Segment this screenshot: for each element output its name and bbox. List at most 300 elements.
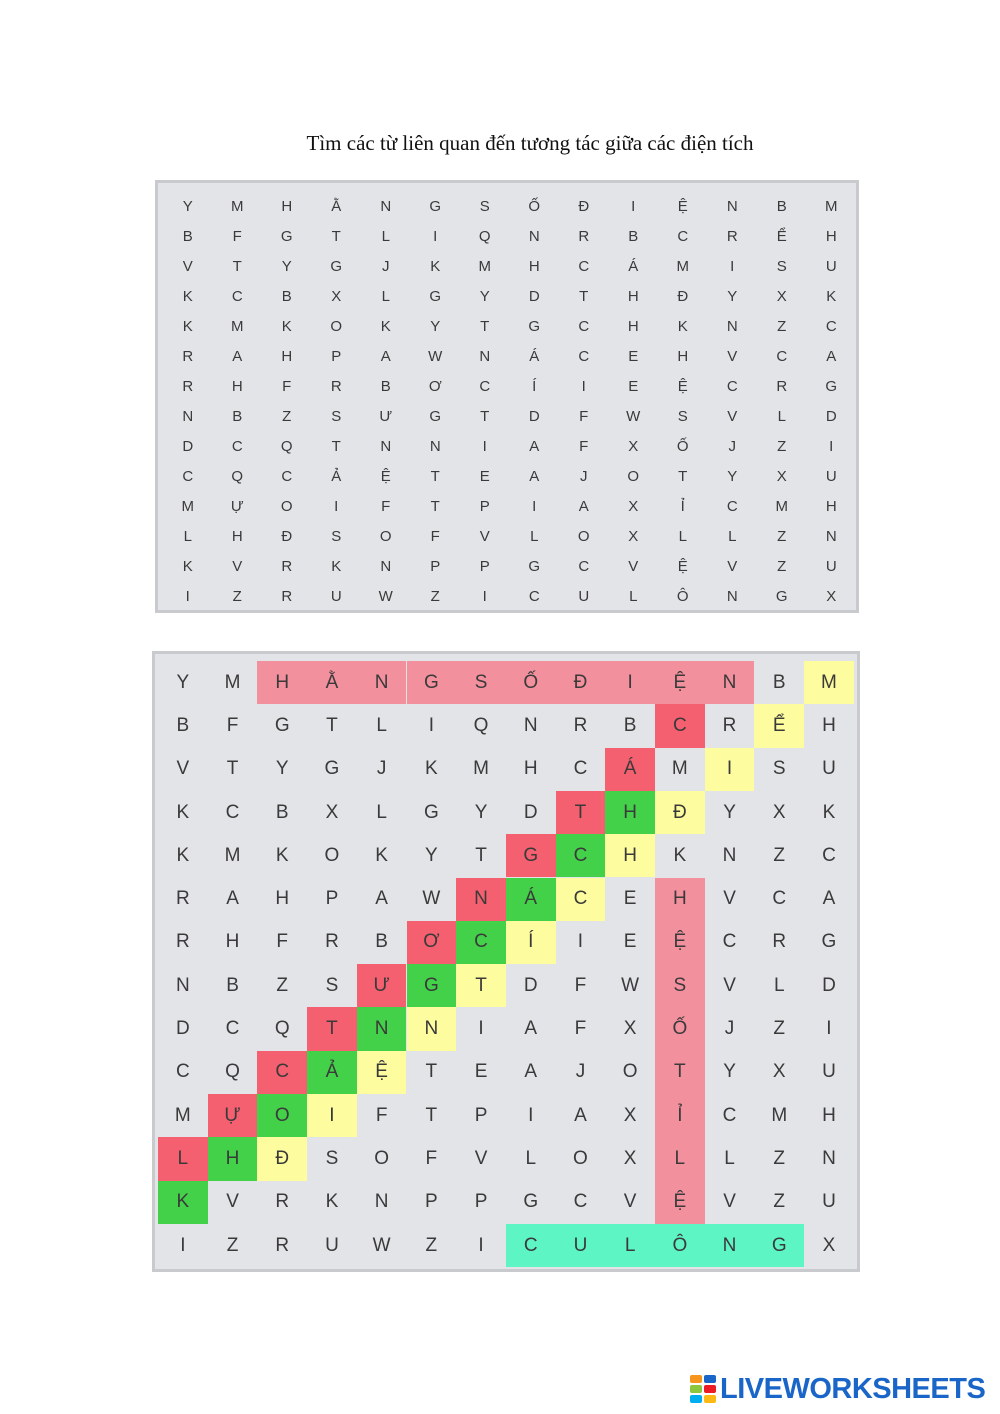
letter-cell: U — [825, 557, 837, 575]
letter-cell: Ằ — [331, 197, 342, 215]
letter-cell: G — [330, 257, 343, 275]
letter-cell: I — [482, 587, 487, 605]
letter-cell: P — [331, 347, 342, 365]
letter-cell: Ể — [754, 704, 804, 747]
letter-cell: C — [726, 497, 738, 515]
letter-cell: W — [621, 974, 640, 996]
letter-cell: Ằ — [307, 661, 357, 704]
letter-cell: U — [330, 587, 342, 605]
letter-cell: L — [530, 527, 539, 545]
letter-cell: U — [556, 1224, 606, 1267]
letter-cell: Z — [777, 527, 787, 545]
letter-cell: C — [182, 467, 194, 485]
letter-cell: X — [623, 1104, 637, 1126]
letter-cell: K — [425, 758, 438, 780]
letter-cell: H — [605, 791, 655, 834]
letter-cell: N — [175, 974, 190, 996]
letter-cell: Á — [628, 257, 639, 275]
letter-cell: E — [623, 888, 637, 910]
letter-cell: R — [175, 931, 190, 953]
letter-cell: S — [776, 257, 787, 275]
letter-cell: D — [175, 1018, 190, 1040]
logo-mark-icon — [690, 1375, 716, 1403]
letter-cell: N — [182, 407, 194, 425]
letter-cell: T — [430, 467, 440, 485]
letter-cell: V — [182, 257, 193, 275]
letter-cell: V — [723, 974, 736, 996]
letter-cell: Z — [777, 317, 787, 335]
letter-cell: Q — [478, 227, 491, 245]
letter-cell: O — [573, 1147, 588, 1169]
letter-cell: Z — [777, 437, 787, 455]
letter-cell: C — [225, 1018, 240, 1040]
letter-cell: Q — [231, 467, 244, 485]
letter-cell: C — [225, 801, 240, 823]
letter-cell: I — [532, 497, 537, 515]
letter-cell: Ệ — [677, 557, 688, 575]
letter-cell: M — [478, 257, 491, 275]
letter-cell: M — [771, 1104, 788, 1126]
letter-cell: H — [605, 834, 655, 877]
letter-cell: L — [655, 1137, 705, 1180]
letter-cell: C — [825, 317, 837, 335]
letter-cell: A — [524, 1061, 538, 1083]
letter-cell: Y — [727, 467, 738, 485]
letter-cell: M — [804, 661, 854, 704]
letter-cell: M — [676, 257, 689, 275]
letter-cell: A — [574, 1104, 587, 1126]
letter-cell: G — [407, 661, 457, 704]
letter-cell: B — [776, 197, 787, 215]
letter-cell: S — [772, 758, 786, 780]
letter-cell: Í — [532, 377, 537, 395]
letter-cell: Ả — [331, 467, 342, 485]
letter-cell: Z — [773, 1147, 786, 1169]
letter-cell: G — [324, 758, 340, 780]
letter-cell: I — [577, 931, 584, 953]
letter-cell: G — [506, 834, 556, 877]
letter-cell: M — [671, 758, 688, 780]
letter-cell: Z — [276, 974, 289, 996]
letter-cell: N — [357, 661, 407, 704]
letter-cell: A — [232, 347, 243, 365]
letter-cell: Ơ — [428, 377, 442, 395]
letter-cell: G — [528, 317, 541, 335]
letter-cell: I — [478, 1018, 484, 1040]
letter-cell: H — [528, 257, 540, 275]
letter-cell: F — [574, 974, 587, 996]
letter-cell: N — [726, 197, 738, 215]
letter-cell: C — [578, 317, 590, 335]
letter-cell: R — [281, 557, 293, 575]
letter-cell: A — [524, 1018, 538, 1040]
letter-cell: U — [822, 1061, 836, 1083]
letter-cell: I — [482, 437, 487, 455]
letter-cell: Y — [182, 197, 193, 215]
letter-cell: C — [231, 287, 243, 305]
letter-cell: X — [628, 437, 639, 455]
letter-cell: F — [276, 931, 289, 953]
letter-cell: H — [825, 227, 837, 245]
letter-cell: E — [479, 467, 490, 485]
letter-cell: Ố — [506, 661, 556, 704]
letter-cell: Q — [473, 714, 489, 736]
letter-cell: L — [678, 527, 687, 545]
letter-cell: U — [325, 1234, 339, 1256]
letter-cell: Ệ — [655, 1181, 705, 1224]
letter-cell: V — [226, 1191, 239, 1213]
letter-cell: F — [579, 437, 589, 455]
letter-cell: Á — [605, 748, 655, 791]
letter-cell: Ệ — [677, 377, 688, 395]
letter-cell: L — [376, 714, 387, 736]
letter-cell: X — [776, 287, 787, 305]
letter-cell: Y — [727, 287, 738, 305]
letter-cell: H — [275, 888, 290, 910]
letter-cell: I — [334, 497, 339, 515]
letter-cell: B — [176, 714, 190, 736]
letter-cell: T — [331, 227, 341, 245]
letter-cell: T — [456, 964, 506, 1007]
letter-cell: B — [628, 227, 639, 245]
letter-cell: W — [626, 407, 641, 425]
letter-cell: N — [380, 197, 392, 215]
letter-cell: F — [232, 227, 242, 245]
letter-cell: G — [754, 1224, 804, 1267]
letter-cell: D — [182, 437, 194, 455]
letter-cell: R — [275, 1191, 290, 1213]
letter-cell: Ể — [776, 227, 787, 245]
letter-cell: C — [578, 257, 590, 275]
letter-cell: C — [655, 704, 705, 747]
letter-cell: C — [456, 921, 506, 964]
letter-cell: L — [728, 527, 737, 545]
letter-cell: K — [380, 317, 391, 335]
letter-cell: S — [677, 407, 688, 425]
letter-cell: G — [821, 931, 837, 953]
word-search-grid-unsolved — [155, 180, 859, 613]
letter-cell: I — [478, 1234, 484, 1256]
letter-cell: N — [705, 661, 755, 704]
letter-cell: Ố — [528, 197, 541, 215]
letter-cell: B — [623, 714, 637, 736]
letter-cell: Ự — [208, 1094, 258, 1137]
letter-cell: Y — [425, 844, 438, 866]
letter-cell: C — [528, 587, 540, 605]
letter-cell: Đ — [578, 197, 590, 215]
letter-cell: R — [578, 227, 590, 245]
letter-cell: C — [822, 844, 836, 866]
letter-cell: G — [423, 801, 439, 823]
letter-cell: R — [776, 377, 788, 395]
letter-cell: G — [429, 287, 442, 305]
letter-cell: T — [480, 317, 490, 335]
letter-cell: H — [677, 347, 689, 365]
letter-cell: D — [523, 974, 538, 996]
letter-cell: G — [280, 227, 293, 245]
letter-cell: Á — [529, 347, 540, 365]
letter-cell: P — [325, 888, 339, 910]
letter-cell: X — [628, 497, 639, 515]
letter-cell: D — [822, 974, 836, 996]
letter-cell: R — [722, 714, 737, 736]
letter-cell: N — [705, 1224, 755, 1267]
letter-cell: I — [433, 227, 438, 245]
letter-cell: T — [425, 1061, 438, 1083]
letter-cell: L — [724, 1147, 735, 1169]
letter-cell: Z — [430, 587, 440, 605]
letter-cell: Q — [280, 437, 293, 455]
letter-cell: C — [281, 467, 293, 485]
letter-cell: C — [479, 377, 491, 395]
letter-cell: M — [224, 844, 241, 866]
letter-cell: K — [677, 317, 688, 335]
letter-cell: T — [331, 437, 341, 455]
letter-cell: V — [723, 1191, 736, 1213]
letter-cell: X — [331, 287, 342, 305]
letter-cell: H — [281, 197, 293, 215]
letter-cell: M — [224, 671, 241, 693]
letter-cell: H — [627, 287, 639, 305]
letter-cell: S — [655, 964, 705, 1007]
letter-cell: N — [479, 347, 491, 365]
letter-cell: B — [275, 801, 289, 823]
letter-cell: X — [628, 527, 639, 545]
letter-cell: A — [226, 888, 239, 910]
letter-cell: J — [376, 758, 387, 780]
letter-cell: I — [829, 437, 834, 455]
letter-cell: B — [226, 974, 239, 996]
letter-cell: K — [430, 257, 441, 275]
letter-cell: W — [422, 888, 441, 910]
letter-cell: T — [579, 287, 589, 305]
letter-cell: K — [182, 557, 193, 575]
letter-cell: T — [226, 758, 239, 780]
letter-cell: Z — [773, 844, 786, 866]
letter-cell: L — [773, 974, 785, 996]
logo-text: LIVEWORKSHEETS — [720, 1372, 986, 1405]
letter-cell: R — [182, 377, 194, 395]
letter-cell: H — [231, 527, 243, 545]
letter-cell: M — [775, 497, 788, 515]
letter-cell: Ỉ — [655, 1094, 705, 1137]
letter-cell: F — [579, 407, 589, 425]
letter-cell: X — [623, 1018, 637, 1040]
letter-cell: K — [826, 287, 837, 305]
letter-cell: W — [428, 347, 443, 365]
letter-cell: L — [183, 527, 192, 545]
letter-cell: O — [627, 467, 640, 485]
letter-cell: N — [380, 557, 392, 575]
letter-cell: Q — [225, 1061, 240, 1083]
letter-cell: T — [307, 1007, 357, 1050]
letter-cell: M — [181, 497, 194, 515]
letter-cell: L — [158, 1137, 208, 1180]
letter-cell: S — [325, 974, 339, 996]
letter-cell: O — [280, 497, 293, 515]
letter-cell: Đ — [655, 791, 705, 834]
letter-cell: G — [429, 197, 442, 215]
letter-cell: T — [655, 1051, 705, 1094]
letter-cell: V — [176, 758, 190, 780]
letter-cell: Á — [506, 878, 556, 921]
letter-cell: L — [777, 407, 786, 425]
letter-cell: K — [375, 844, 388, 866]
letter-cell: R — [772, 931, 787, 953]
letter-cell: N — [407, 1007, 457, 1050]
letter-cell: T — [430, 497, 440, 515]
letter-cell: I — [705, 748, 755, 791]
letter-cell: D — [528, 287, 540, 305]
letter-cell: T — [425, 1104, 438, 1126]
letter-cell: X — [826, 587, 837, 605]
letter-cell: Y — [281, 257, 292, 275]
letter-cell: V — [479, 527, 490, 545]
letter-cell: H — [655, 878, 705, 921]
letter-cell: C — [578, 557, 590, 575]
letter-cell: N — [429, 437, 441, 455]
letter-cell: W — [372, 1234, 391, 1256]
letter-cell: Đ — [677, 287, 689, 305]
letter-cell: F — [375, 1104, 388, 1126]
letter-cell: V — [727, 347, 738, 365]
letter-cell: Z — [773, 1018, 786, 1040]
letter-cell: H — [523, 758, 538, 780]
letter-cell: Ố — [655, 1007, 705, 1050]
letter-cell: Í — [506, 921, 556, 964]
letter-cell: Y — [723, 1061, 736, 1083]
letter-cell: V — [474, 1147, 488, 1169]
letter-cell: E — [628, 377, 639, 395]
letter-cell: U — [825, 467, 837, 485]
letter-cell: R — [281, 587, 293, 605]
letter-cell: F — [574, 1018, 587, 1040]
letter-cell: F — [430, 527, 440, 545]
letter-cell: G — [775, 587, 788, 605]
letter-cell: P — [430, 557, 441, 575]
letter-cell: K — [176, 844, 190, 866]
letter-cell: C — [573, 758, 588, 780]
letter-cell: V — [727, 407, 738, 425]
letter-cell: L — [381, 287, 390, 305]
letter-cell: X — [325, 801, 339, 823]
letter-cell: N — [528, 227, 540, 245]
letter-cell: C — [573, 1191, 588, 1213]
letter-cell: N — [822, 1147, 836, 1169]
letter-cell: L — [381, 227, 390, 245]
letter-cell: J — [728, 437, 736, 455]
letter-cell: O — [257, 1094, 307, 1137]
letter-cell: V — [727, 557, 738, 575]
letter-cell: R — [726, 227, 738, 245]
letter-cell: I — [428, 714, 434, 736]
letter-cell: D — [528, 407, 540, 425]
letter-cell: V — [723, 888, 736, 910]
letter-cell: K — [822, 801, 836, 823]
letter-cell: J — [724, 1018, 735, 1040]
letter-cell: O — [379, 527, 392, 545]
letter-cell: K — [158, 1181, 208, 1224]
letter-cell: Ư — [379, 407, 393, 425]
letter-cell: T — [475, 844, 487, 866]
letter-cell: C — [556, 878, 606, 921]
letter-cell: J — [382, 257, 390, 275]
letter-cell: R — [330, 377, 342, 395]
letter-cell: A — [529, 437, 540, 455]
letter-cell: Y — [275, 758, 289, 780]
letter-cell: Ệ — [677, 197, 688, 215]
letter-cell: B — [772, 671, 786, 693]
letter-cell: H — [208, 1137, 258, 1180]
letter-cell: P — [425, 1191, 438, 1213]
liveworksheets-logo — [690, 1372, 985, 1406]
letter-cell: H — [225, 931, 240, 953]
letter-cell: C — [231, 437, 243, 455]
letter-cell: M — [473, 758, 489, 780]
letter-cell: U — [822, 1191, 836, 1213]
letter-cell: D — [825, 407, 837, 425]
letter-cell: B — [375, 931, 388, 953]
letter-cell: G — [274, 714, 290, 736]
letter-cell: H — [825, 497, 837, 515]
letter-cell: H — [822, 714, 836, 736]
letter-cell: E — [474, 1061, 488, 1083]
letter-cell: N — [380, 437, 392, 455]
letter-cell: R — [175, 888, 190, 910]
letter-cell: P — [479, 497, 490, 515]
letter-cell: H — [822, 1104, 836, 1126]
letter-cell: J — [580, 467, 588, 485]
letter-cell: A — [578, 497, 589, 515]
letter-cell: H — [231, 377, 243, 395]
letter-cell: Đ — [556, 661, 606, 704]
letter-cell: Z — [232, 587, 242, 605]
letter-cell: T — [678, 467, 688, 485]
letter-cell: H — [627, 317, 639, 335]
letter-cell: G — [407, 964, 457, 1007]
letter-cell: I — [730, 257, 735, 275]
letter-cell: U — [822, 758, 836, 780]
letter-cell: T — [480, 407, 490, 425]
letter-cell: I — [581, 377, 586, 395]
letter-cell: C — [726, 377, 738, 395]
letter-cell: J — [575, 1061, 586, 1083]
letter-cell: C — [257, 1051, 307, 1094]
letter-cell: K — [331, 557, 342, 575]
letter-cell: S — [331, 527, 342, 545]
letter-cell: C — [722, 931, 737, 953]
letter-cell: Đ — [257, 1137, 307, 1180]
letter-cell: C — [578, 347, 590, 365]
letter-cell: F — [226, 714, 239, 736]
letter-cell: N — [722, 844, 737, 866]
letter-cell: L — [605, 1224, 655, 1267]
letter-cell: N — [357, 1007, 407, 1050]
letter-cell: P — [479, 557, 490, 575]
letter-cell: U — [578, 587, 590, 605]
word-search-grid-solved — [152, 651, 860, 1272]
letter-cell: O — [324, 844, 340, 866]
letter-cell: R — [182, 347, 194, 365]
letter-cell: Z — [282, 407, 292, 425]
letter-cell: L — [525, 1147, 537, 1169]
letter-cell: O — [577, 527, 590, 545]
letter-cell: K — [182, 287, 193, 305]
letter-cell: Ư — [357, 964, 407, 1007]
letter-cell: F — [425, 1147, 438, 1169]
letter-cell: K — [176, 801, 190, 823]
letter-cell: O — [330, 317, 343, 335]
